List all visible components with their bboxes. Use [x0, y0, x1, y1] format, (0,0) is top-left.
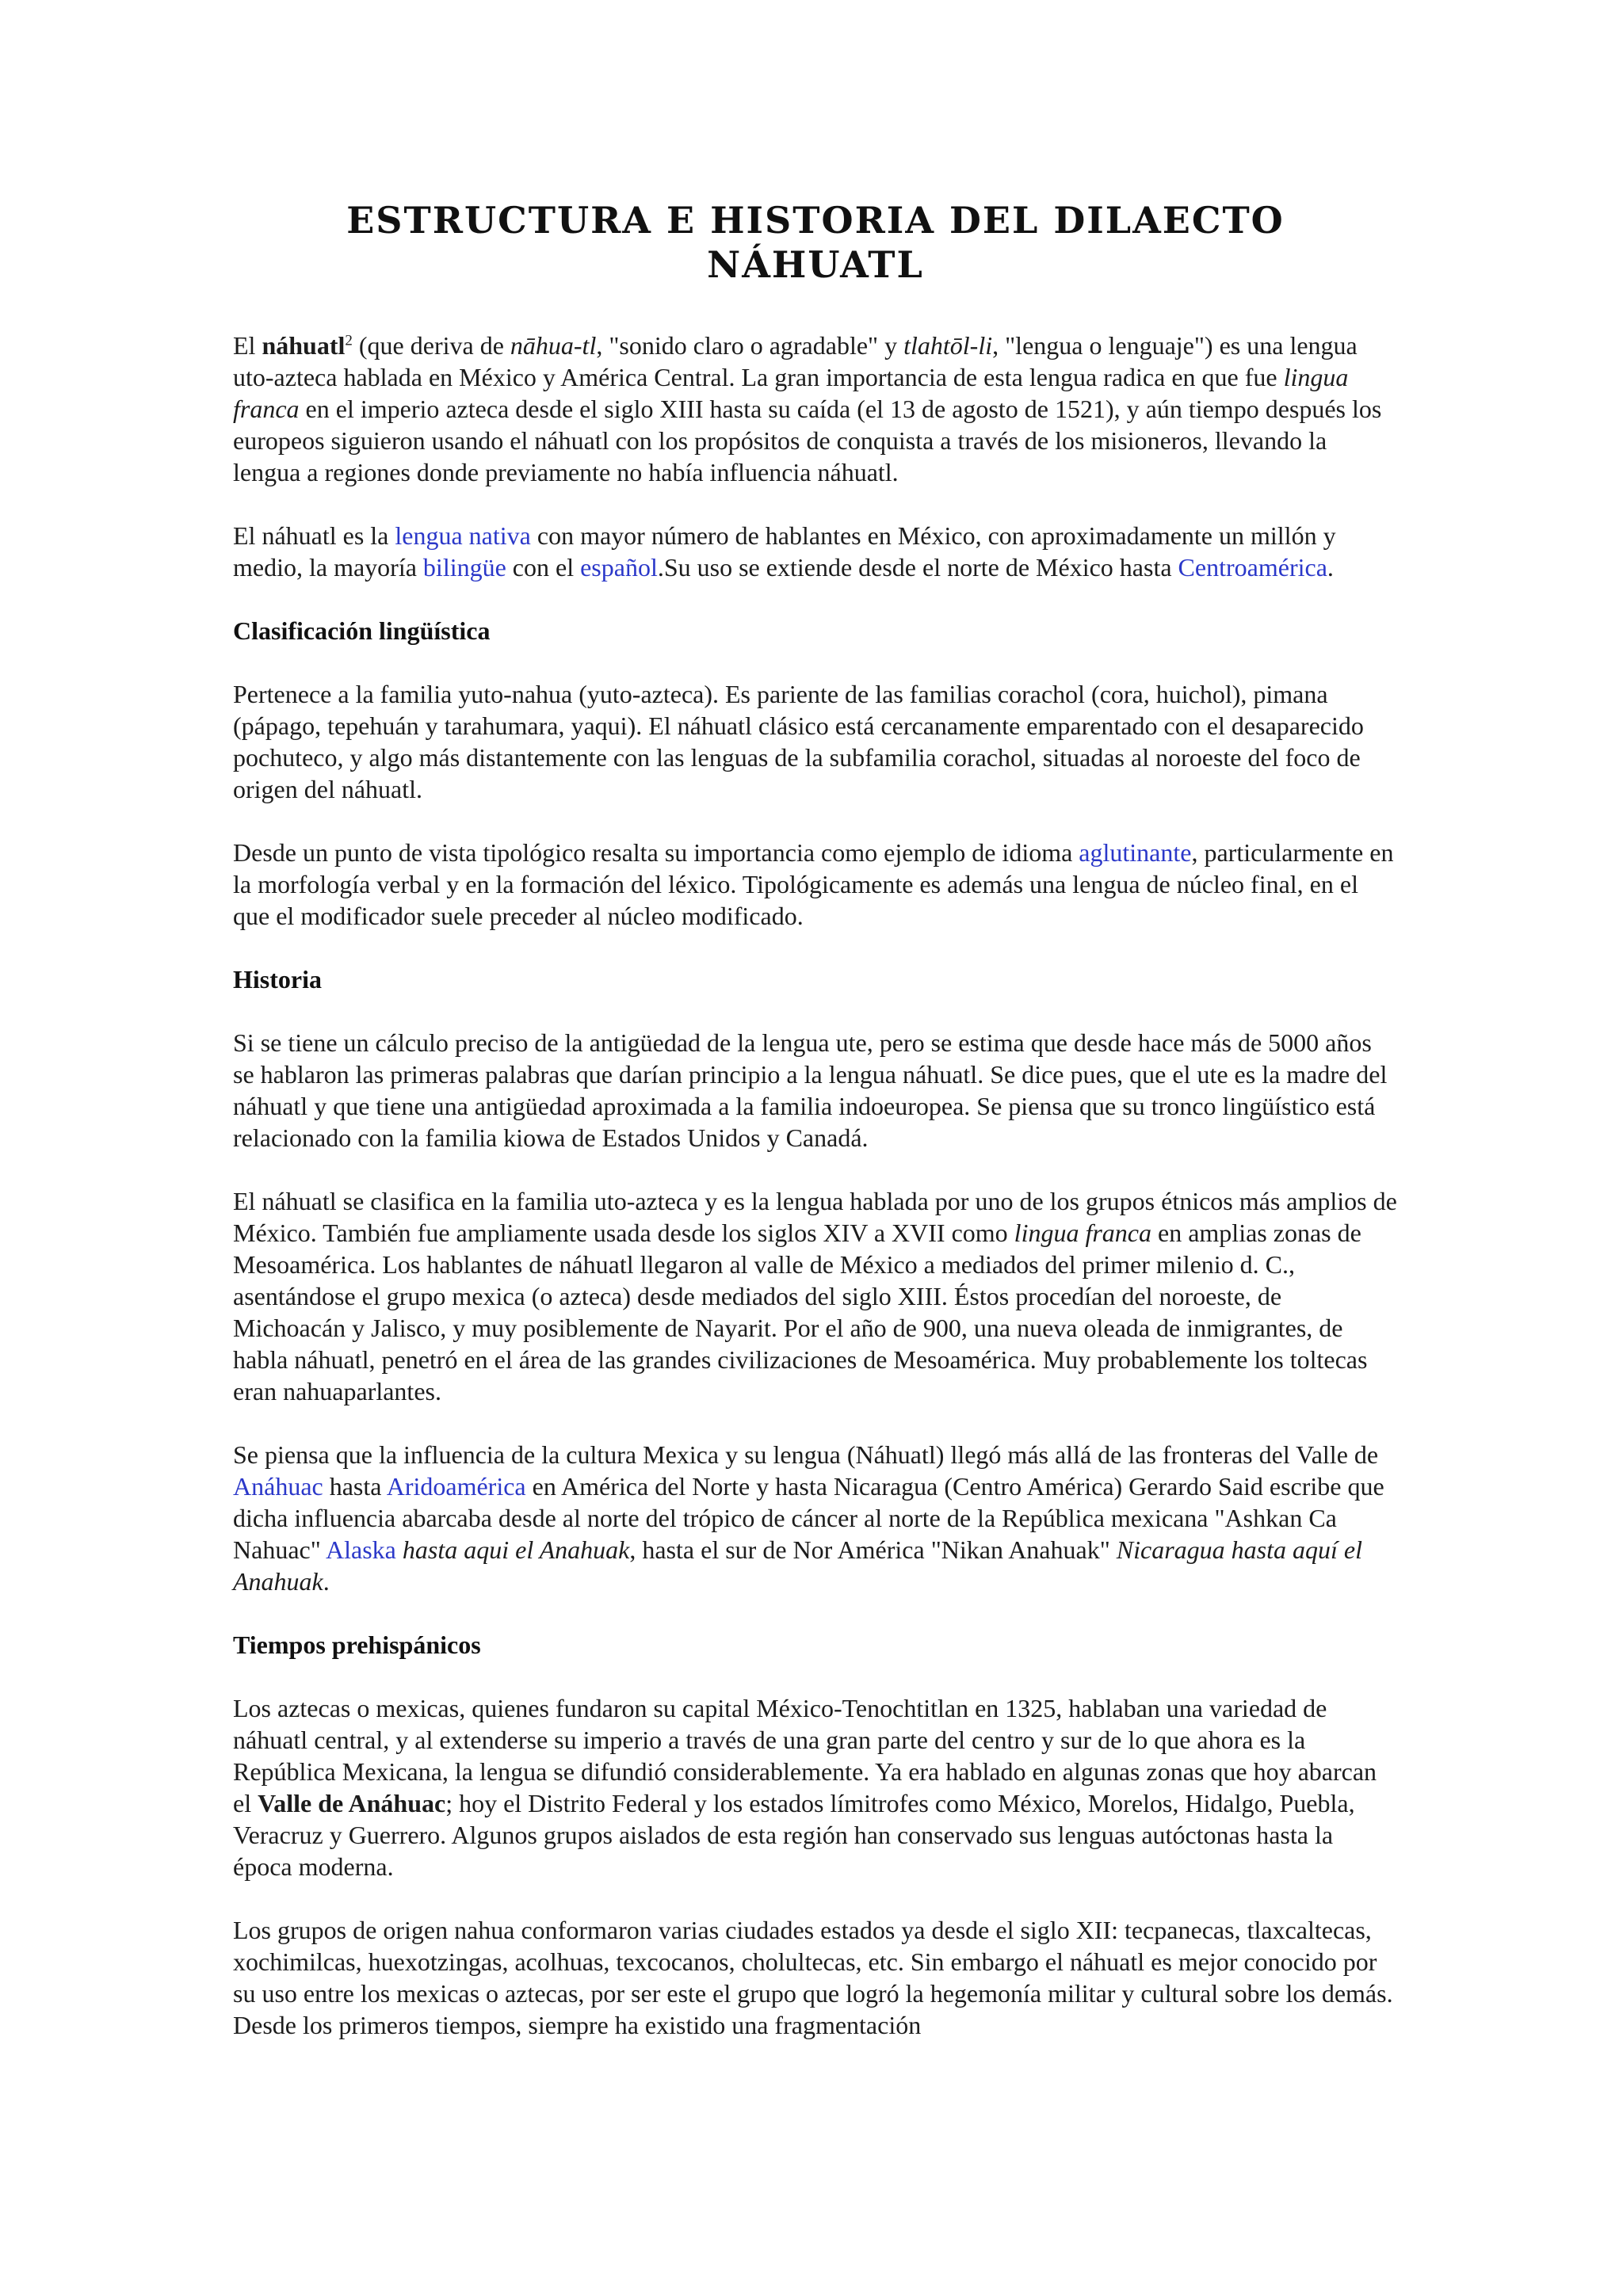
- text: en amplias zonas de Mesoamérica. Los hablantes de náhuatl llegaron al valle de México a mediados del primer milenio d. C., asentándose el grupo mexica (o azteca) desde mediados del siglo XIII. Éstos procedían del noroeste, de Michoacán y Jalisco, y muy posiblemente de Nayarit. Por el año de 900, una nueva oleada de inmigrantes, de habla náhuatl, penetró en el área de las grandes civilizaciones de Mesoamérica. Muy probablemente los toltecas eran nahuaparlantes.: [233, 1219, 1368, 1405]
- paragraph-influencia: [233, 1439, 1398, 1597]
- text: Se piensa que la influencia de la cultura Mexica y su lengua (Náhuatl) llegó más allá de las fronteras del Valle de: [233, 1440, 1379, 1469]
- text: .: [323, 1567, 330, 1596]
- text: , hasta el sur de Nor América "Nikan Anahuak": [629, 1535, 1117, 1564]
- heading-historia: Historia: [233, 965, 322, 994]
- link-aridoamerica[interactable]: Aridoamérica: [386, 1472, 526, 1501]
- italic-term: lingua franca: [233, 363, 1349, 423]
- link-centroamerica[interactable]: Centroamérica: [1178, 553, 1327, 582]
- link-anahuac[interactable]: Anáhuac: [233, 1472, 323, 1501]
- paragraph-tipologia: [233, 837, 1398, 932]
- paragraph-antiguedad: Si se tiene un cálculo preciso de la antigüedad de la lengua ute, pero se estima que desde hace más de 5000 años se hablaron las primeras palabras que darían principio a la lengua náhuatl. Se dice pues, que el ute es la madre del náhuatl y que tiene una antigüedad aproximada a la familia indoeuropea. Se piensa que su tronco lingüístico está relacionado con la familia kiowa de Estados Unidos y Canadá.: [233, 1028, 1388, 1152]
- link-aglutinante[interactable]: aglutinante: [1079, 838, 1192, 867]
- italic-term: nāhua-tl: [510, 331, 597, 360]
- heading-clasificacion: Clasificación lingüística: [233, 616, 491, 645]
- paragraph-hablantes: [233, 520, 1398, 583]
- text: Los aztecas o mexicas, quienes fundaron su capital México-Tenochtitlan en 1325, hablaban una variedad de náhuatl central, y al extenderse su imperio a través de una gran parte del centro y sur de lo que ahora es la República Mexicana, la lengua se difundió considerablemente. Ya era hablado en algunas zonas que hoy abarcan el: [233, 1694, 1377, 1817]
- paragraph-intro: [233, 330, 1398, 488]
- text: El náhuatl es la: [233, 521, 395, 550]
- link-lengua-nativa[interactable]: lengua nativa: [395, 521, 531, 550]
- italic-phrase: Nicaragua hasta aquí el Anahuak: [233, 1535, 1362, 1596]
- text: (que deriva de: [352, 331, 510, 360]
- text: .: [1327, 553, 1334, 582]
- paragraph-clasificacion-uto-azteca: [233, 1185, 1398, 1407]
- bold-term-nahuatl: náhuatl: [262, 331, 346, 360]
- document-body: [233, 198, 1398, 2073]
- paragraph-familia: Pertenece a la familia yuto-nahua (yuto-azteca). Es pariente de las familias corachol (cora, huichol), pimana (pápago, tepehuán y tarahumara, yaqui). El náhuatl clásico está cercanamente emparentado con el desaparecido pochuteco, y algo más distantemente con las lenguas de la subfamilia corachol, situadas al noroeste del foco de origen del náhuatl.: [233, 680, 1364, 803]
- text: en el imperio azteca desde el siglo XIII hasta su caída (el 13 de agosto de 1521), y aún tiempo después los europeos siguieron usando el náhuatl con los propósitos de conquista a través de los misioneros, llevando la lengua a regiones donde previamente no había influencia náhuatl.: [233, 395, 1382, 486]
- italic-phrase: hasta aqui el Anahuak: [395, 1535, 630, 1564]
- bold-term-valle: Valle de Anáhuac: [258, 1789, 446, 1817]
- text: en América del Norte y hasta Nicaragua (Centro América) Gerardo Said escribe que dicha influencia abarcaba desde al norte del trópico de cáncer al norte de la República mexicana "Ashkan Ca Nahuac": [233, 1472, 1384, 1564]
- text: hasta: [323, 1472, 387, 1501]
- paragraph-grupos-nahua: Los grupos de origen nahua conformaron varias ciudades estados ya desde el siglo XII: tecpanecas, tlaxcaltecas, xochimilcas, huexotzingas, acolhuas, texcocanos, cholultecas, etc. Sin embargo el náhuatl es mejor conocido por su uso entre los mexicas o aztecas, por ser este el grupo que logró la hegemonía militar y cultural sobre los demás. Desde los primeros tiempos, siempre ha existido una fragmentación: [233, 1916, 1393, 2039]
- link-bilingue[interactable]: bilingüe: [422, 553, 506, 582]
- text: ; hoy el Distrito Federal y los estados límitrofes como México, Morelos, Hidalgo, Puebla, Veracruz y Guerrero. Algunos grupos aislados de esta región han conservado sus lenguas autóctonas hasta la época moderna.: [233, 1789, 1355, 1881]
- page-title: ESTRUCTURA E HISTORIA DEL DILAECTO NÁHUATL: [346, 199, 1285, 286]
- link-alaska[interactable]: Alaska: [326, 1535, 396, 1564]
- text: El: [233, 331, 262, 360]
- text: , particularmente en la morfología verbal y en la formación del léxico. Tipológicamente es además una lengua de núcleo final, en el que el modificador suele preceder al núcleo modificado.: [233, 838, 1394, 930]
- footnote-marker[interactable]: 2: [345, 332, 353, 349]
- text: , "lengua o lenguaje") es una lengua uto-azteca hablada en México y América Central. La gran importancia de esta lengua radica en que fue: [233, 331, 1358, 391]
- italic-term: lingua franca: [1014, 1219, 1151, 1247]
- italic-term: tlahtōl-li: [903, 331, 993, 360]
- text: con mayor número de hablantes en México, con aproximadamente un millón y medio, la mayoría: [233, 521, 1336, 582]
- text: , "sonido claro o agradable" y: [596, 331, 904, 360]
- text: con el: [506, 553, 581, 582]
- text: Desde un punto de vista tipológico resalta su importancia como ejemplo de idioma: [233, 838, 1079, 867]
- link-espanol[interactable]: español: [580, 553, 658, 582]
- paragraph-aztecas: [233, 1692, 1398, 1882]
- text: .Su uso se extiende desde el norte de México hasta: [657, 553, 1178, 582]
- text: El náhuatl se clasifica en la familia uto-azteca y es la lengua hablada por uno de los grupos étnicos más amplios de México. También fue ampliamente usada desde los siglos XIV a XVII como: [233, 1187, 1397, 1247]
- heading-tiempos-prehispanicos: Tiempos prehispánicos: [233, 1630, 481, 1659]
